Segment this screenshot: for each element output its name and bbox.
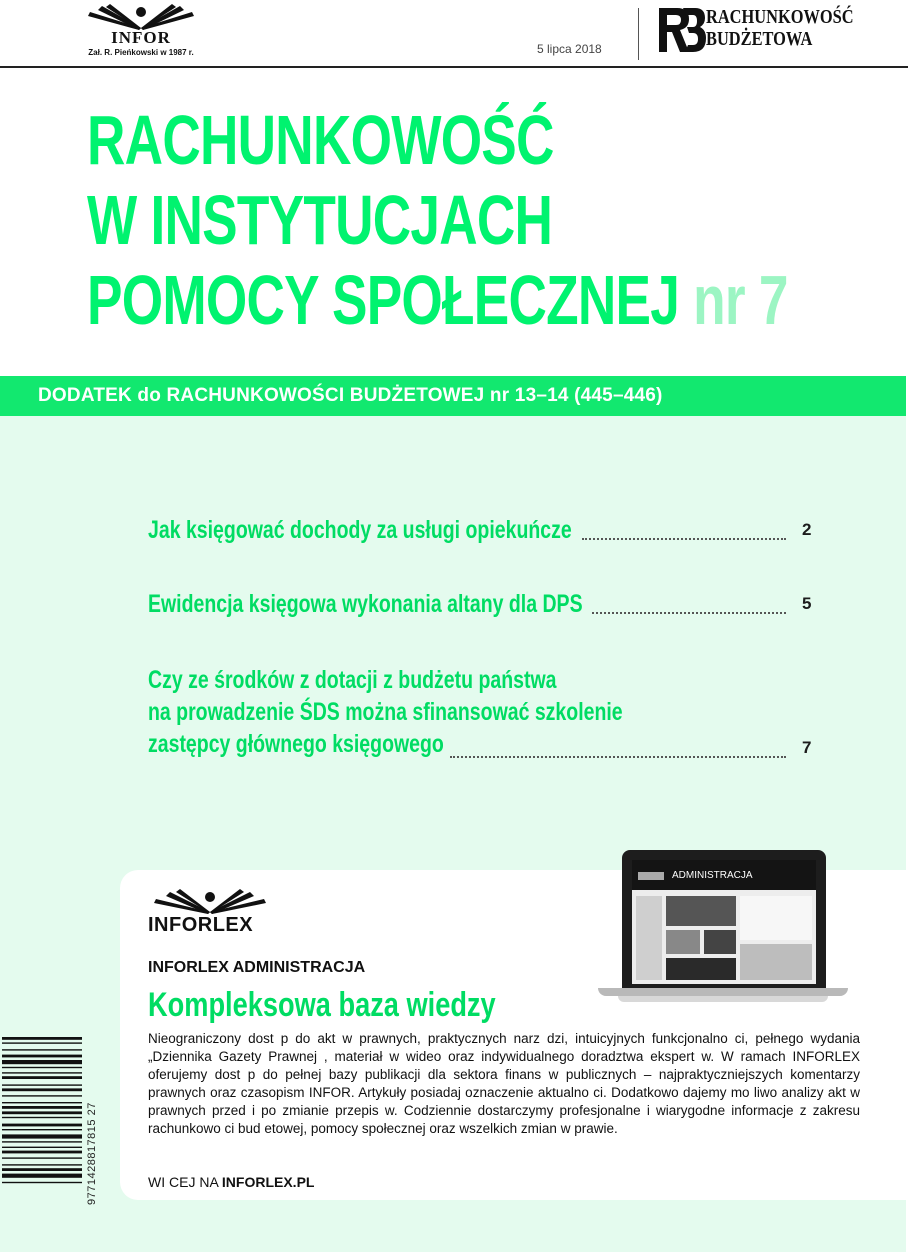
toc-item-title: zastępcy głównego księgowego <box>148 730 444 758</box>
title-line-1: RACHUNKOWOŚĆ <box>87 101 554 179</box>
toc-item-title: Jak księgować dochody za usługi opiekuńcze <box>148 516 572 544</box>
infor-logo <box>82 2 200 64</box>
ad-cta-prefix: WI CEJ NA <box>148 1174 222 1190</box>
supplement-band-text: DODATEK do RACHUNKOWOŚCI BUDŻETOWEJ nr 13–14 (445–446) <box>38 385 663 406</box>
toc-item-3[interactable] <box>148 664 757 760</box>
laptop-base <box>598 988 848 996</box>
barcode-bar <box>2 1151 82 1154</box>
barcode-bar <box>2 1141 82 1142</box>
barcode-bar <box>2 1037 82 1040</box>
screen-logo-icon <box>638 872 664 880</box>
rb-monogram-icon <box>655 4 707 56</box>
laptop-illustration <box>598 850 848 1016</box>
toc-item-1[interactable] <box>148 514 691 546</box>
barcode-bar <box>2 1095 82 1096</box>
title-line-3: POMOCY SPOŁECZNEJ <box>87 261 680 339</box>
barcode-bar <box>2 1067 82 1068</box>
inforlex-link[interactable]: INFORLEX.PL <box>221 1174 315 1190</box>
ad-body-text: Nieograniczony dost p do akt w prawnych, praktycznych narz dzi, intuicyjnych funkcjonalno ci, pełnego wydania „Dziennika Gazety Prawnej , materiał w wideo oraz indywidualnego doradztwa ekspert w. W ramach INFORLEX oferujemy dost p do pełnej bazy publikacji dla sektora finans w publicznych – najpraktyczniejszych komentarzy prawnych oraz czasopism INFOR. Artykuły posiadaj oznaczenie aktualno ci. Dodatkowo dajemy mo liwo analizy akt w prawnych przed i po zmianie przepis w. Codziennie dostarczymy profesjonalne i wiarygodne informacje z zakresu rachunkowo ci bud etowej, pomocy społecznej oraz wszelkich zmian w prawie. <box>148 1031 860 1136</box>
barcode-bar <box>2 1157 82 1158</box>
inforlex-logo <box>148 888 272 948</box>
toc-item-title: Czy ze środków z dotacji z budżetu państwa <box>148 666 557 694</box>
barcode-bar <box>2 1129 82 1130</box>
infor-logo-text: INFOR <box>111 28 171 47</box>
journal-logo-name <box>706 6 854 50</box>
barcode-bar <box>2 1084 82 1085</box>
barcode-icon <box>0 1035 90 1205</box>
barcode-bar <box>2 1042 82 1043</box>
header-rule <box>0 66 908 68</box>
barcode-bar <box>2 1055 82 1058</box>
barcode-bar <box>2 1147 82 1148</box>
screen-title: ADMINISTRACJA <box>672 870 753 881</box>
journal-logo-line2: BUDŻETOWA <box>706 28 813 50</box>
inforlex-wings-icon <box>148 888 272 914</box>
barcode-bar <box>2 1134 82 1138</box>
toc-leader-dots <box>582 538 786 540</box>
barcode-bar <box>2 1088 82 1091</box>
toc-item-2[interactable] <box>148 588 705 620</box>
barcode-addon: 27 <box>86 1102 98 1116</box>
barcode-bar <box>2 1102 82 1103</box>
barcode-bar <box>2 1111 82 1114</box>
header-divider <box>638 8 639 60</box>
barcode-bar <box>2 1076 82 1079</box>
toc-item-title: na prowadzenie ŚDS można sfinansować szkolenie <box>148 698 623 726</box>
journal-logo-line1: RACHUNKOWOŚĆ <box>706 6 854 28</box>
issue-number: nr 7 <box>693 261 788 339</box>
barcode-digits <box>86 1102 98 1205</box>
barcode-bar <box>2 1168 82 1171</box>
barcode-bar <box>2 1124 82 1127</box>
barcode-bar <box>2 1049 82 1050</box>
toc-leader-dots <box>450 756 786 758</box>
laptop-screen <box>632 860 816 984</box>
toc-page-number: 5 <box>802 594 812 613</box>
barcode-bar <box>2 1060 82 1064</box>
issue-date: 5 lipca 2018 <box>537 42 602 56</box>
inforlex-logo-text: INFORLEX <box>148 914 254 936</box>
ad-slogan: Kompleksowa baza wiedzy <box>148 986 496 1024</box>
barcode-bar <box>2 1117 82 1118</box>
title-line-2: W INSTYTUCJACH <box>87 181 553 259</box>
barcode-bar <box>2 1182 82 1183</box>
barcode-number: 9771428817815 <box>86 1118 98 1205</box>
supplement-band <box>0 376 906 416</box>
infor-tagline: Zał. R. Pieńkowski w 1987 r. <box>88 48 194 57</box>
toc-item-title: Ewidencja księgowa wykonania altany dla DPS <box>148 590 583 618</box>
ad-cta[interactable] <box>148 1174 314 1190</box>
barcode-bar <box>2 1072 82 1073</box>
toc-leader-dots <box>592 612 786 614</box>
cover-title <box>87 100 788 340</box>
barcode-bar <box>2 1106 82 1109</box>
barcode-bar <box>2 1164 82 1165</box>
toc-page-number: 7 <box>802 738 812 757</box>
ad-heading: INFORLEX ADMINISTRACJA <box>148 959 366 976</box>
barcode-bar <box>2 1174 82 1178</box>
toc-page-number: 2 <box>802 520 812 539</box>
